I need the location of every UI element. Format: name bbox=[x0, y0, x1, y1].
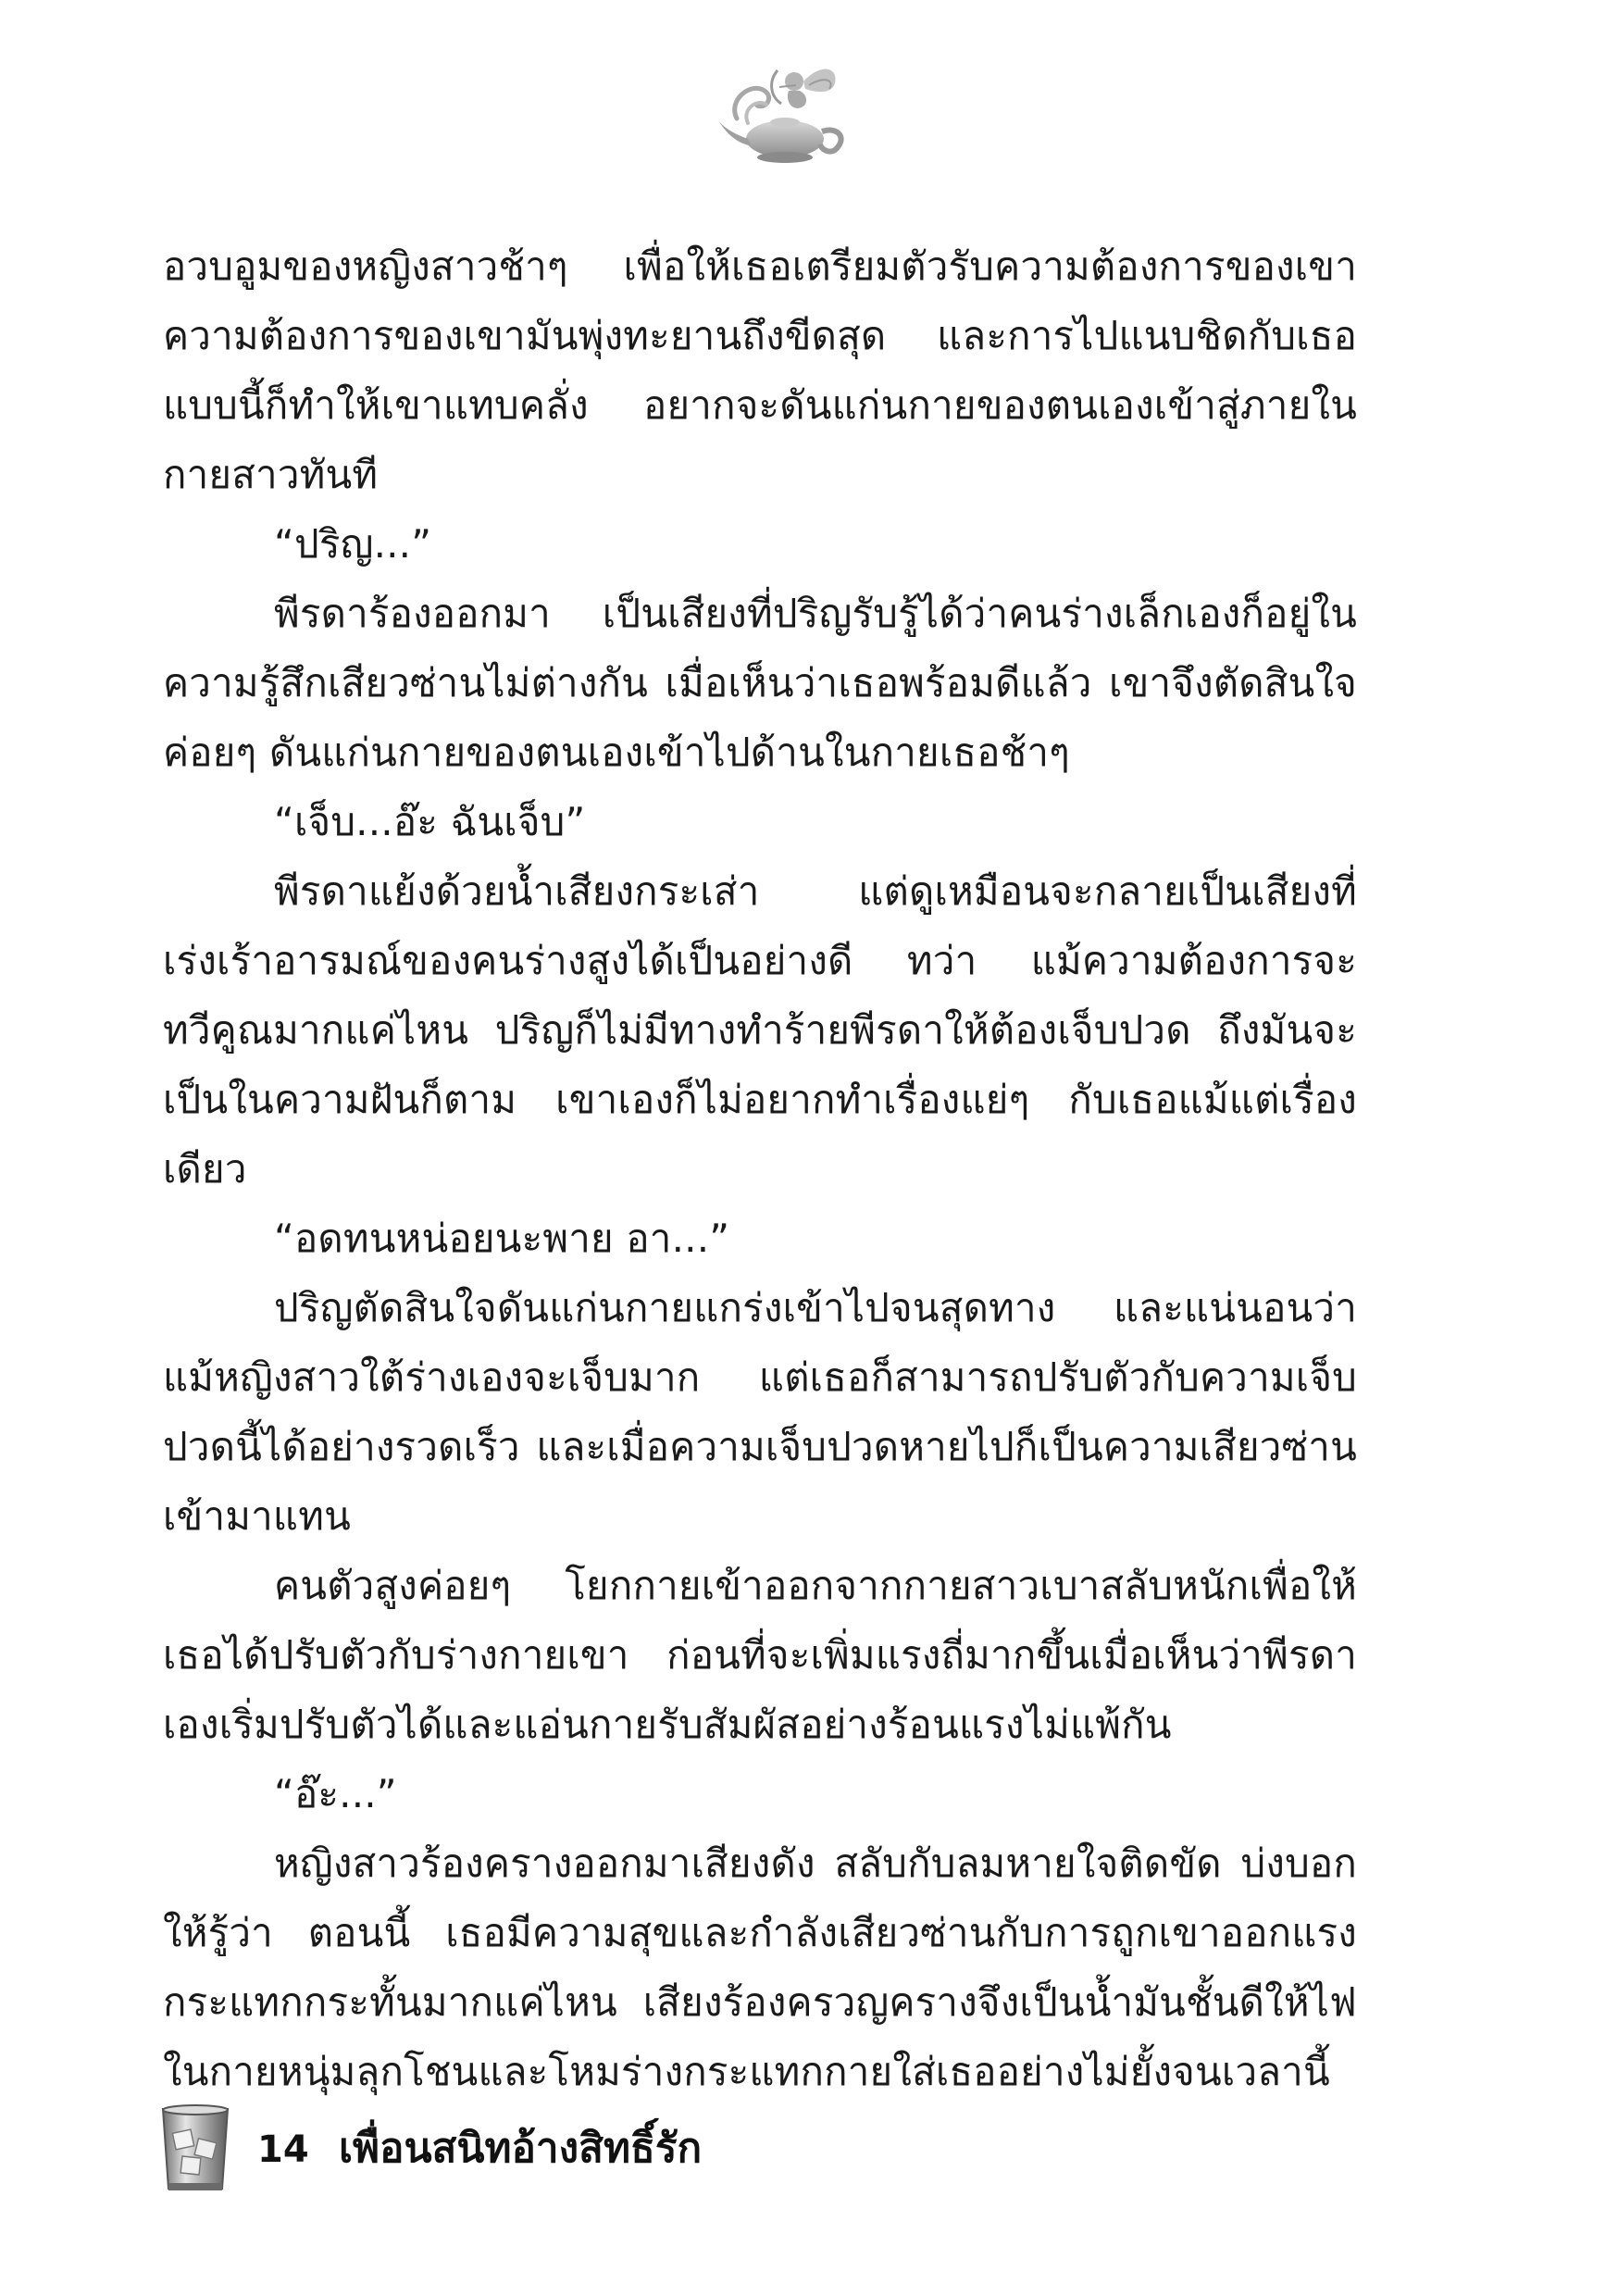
dialogue-line-4: “อ๊ะ...” bbox=[274, 1771, 397, 1816]
paragraph-2: พีรดาร้องออกมา เป็นเสียงที่ปริญรับรู้ได้ว่าคนร่างเล็กเองก็อยู่ในความรู้สึกเสียวซ่านไม่ต่างกัน เมื่อเห็นว่าเธอพร้อมดีแล้ว เขาจึงตัดสินใจค่อยๆ ดันแก่นกายของตนเองเข้าไปด้านในกายเธอช้าๆ bbox=[163, 591, 1357, 775]
paragraph-5: คนตัวสูงค่อยๆ โยกกายเข้าออกจากกายสาวเบาสลับหนักเพื่อให้เธอได้ปรับตัวกับร่างกายเขา ก่อนที่จะเพิ่มแรงถี่มากขึ้นเมื่อเห็นว่าพีรดาเองเริ่มปรับตัวได้และแอ่นกายรับสัมผัสอย่างร้อนแรงไม่แพ้กัน bbox=[163, 1563, 1357, 1747]
paragraph-1: อวบอูมของหญิงสาวช้าๆ เพื่อให้เธอเตรียมตัวรับความต้องการของเขา ความต้องการของเขามันพุ่งทะยานถึงขีดสุด และการไปแนบชิดกับเธอแบบนี้ก็ทำให้เขาแทบคลั่ง อยากจะดันแก่นกายของตนเองเข้าสู่ภายในกายสาวทันที bbox=[163, 243, 1357, 497]
paragraph-6: หญิงสาวร้องครางออกมาเสียงดัง สลับกับลมหายใจติดขัด บ่งบอกให้รู้ว่า ตอนนี้ เธอมีความสุขและกำลังเสียวซ่านกับการถูกเขาออกแรงกระแทกกระทั้นมากแค่ไหน เสียงร้องครวญครางจึงเป็นน้ำมันชั้นดีให้ไฟในกายหนุ่มลุกโชนและโหมร่างกระแทกกายใส่เธออย่างไม่ยั้งจนเวลานี้ bbox=[163, 1841, 1357, 2094]
paragraph-4: ปริญตัดสินใจดันแก่นกายแกร่งเข้าไปจนสุดทาง และแน่นอนว่า แม้หญิงสาวใต้ร่างเองจะเจ็บมาก แต่เธอก็สามารถปรับตัวกับความเจ็บปวดนี้ได้อย่างรวดเร็ว และเมื่อความเจ็บปวดหายไปก็เป็นความเสียวซ่านเข้ามาแทน bbox=[163, 1285, 1357, 1539]
dialogue-line-2: “เจ็บ...อ๊ะ ฉันเจ็บ” bbox=[274, 799, 586, 844]
cupid-teapot-icon bbox=[700, 54, 866, 174]
page-footer bbox=[157, 2103, 1268, 2196]
body-text bbox=[163, 231, 1357, 2106]
glass-icon bbox=[157, 2103, 233, 2196]
dialogue-line-1: “ปริญ...” bbox=[274, 521, 432, 567]
page-number: 14 bbox=[257, 2128, 309, 2171]
dialogue-line-3: “อดทนหน่อยนะพาย อา...” bbox=[274, 1216, 730, 1261]
running-title: เพื่อนสนิทอ้างสิทธิ์รัก bbox=[339, 2125, 703, 2172]
paragraph-3: พีรดาแย้งด้วยน้ำเสียงกระเส่า แต่ดูเหมือนจะกลายเป็นเสียงที่เร่งเร้าอารมณ์ของคนร่างสูงได้เป็นอย่างดี ทว่า แม้ความต้องการจะทวีคูณมากแค่ไหน ปริญก็ไม่มีทางทำร้ายพีรดาให้ต้องเจ็บปวด ถึงมันจะเป็นในความฝันก็ตาม เขาเองก็ไม่อยากทำเรื่องแย่ๆ กับเธอแม้แต่เรื่องเดียว bbox=[163, 868, 1357, 1192]
